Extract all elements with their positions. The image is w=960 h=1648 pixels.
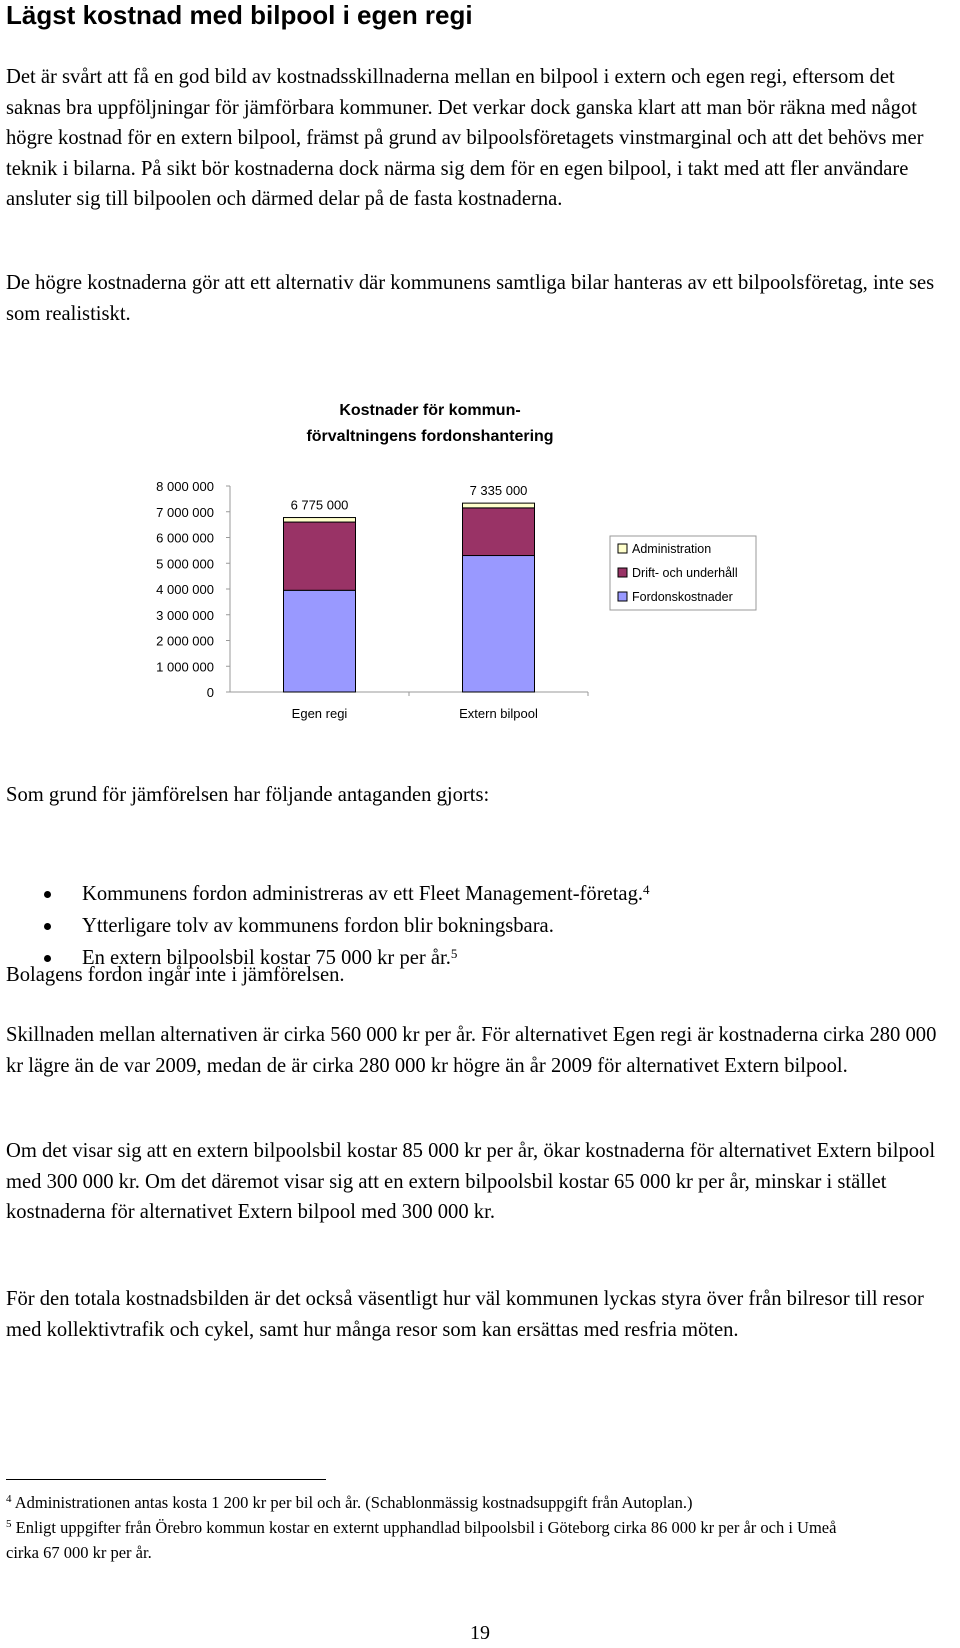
- y-tick-label: 7 000 000: [156, 504, 214, 520]
- y-tick-label: 5 000 000: [156, 556, 214, 572]
- legend-swatch: [618, 544, 627, 553]
- paragraph-total-picture: För den totala kostnadsbilden är det också väsentligt hur väl kommunen lyckas styra över från bilresor till resor med kollektivtrafik och cykel, samt hur många resor som kan ersättas med resfria möten.: [6, 1288, 924, 1341]
- paragraph-intro: Det är svårt att få en god bild av kostnadsskillnaderna mellan en bilpool i extern och egen regi, eftersom det saknas bra uppföljningar för jämförbara kommuner. Det verkar dock ganska klart att man bör räkna med något högre kostnad för en extern bilpool, främst på grund av bilpoolsföretagets vinstmarginal och att det behövs mer teknik i bilarna. På sikt bör kostnaderna dock närma sig dem för en egen bilpool, i takt med att fler användare ansluter sig till bilpoolen och därmed delar på de fasta kostnaderna.: [6, 66, 924, 210]
- paragraph-sensitivity: Om det visar sig att en extern bilpoolsbil kostar 85 000 kr per år, ökar kostnaderna för alternativet Extern bilpool med 300 000 kr. Om det däremot visar sig att en extern bilpoolsbil kostar 65 000 kr per år, minskar i stället kostnaderna för alternativet Extern bilpool med 300 000 kr.: [6, 1140, 936, 1223]
- bar-segment: [284, 522, 356, 590]
- legend-label: Fordonskostnader: [632, 590, 733, 604]
- footnote-5: [6, 1515, 846, 1565]
- paragraph-realism: De högre kostnaderna gör att ett alternativ där kommunens samtliga bilar hanteras av ett bilpoolsföretag, inte ses som realistiskt.: [6, 272, 935, 325]
- legend-swatch: [618, 568, 627, 577]
- page-heading: Lägst kostnad med bilpool i egen regi: [6, 0, 473, 30]
- list-item-text: En extern bilpoolsbil kostar 75 000 kr per år.: [82, 947, 451, 969]
- bar-segment: [284, 518, 356, 523]
- y-tick-label: 4 000 000: [156, 582, 214, 597]
- legend-label: Drift- och underhåll: [632, 566, 738, 580]
- y-tick-label: 0: [206, 685, 214, 700]
- y-tick-label: 6 000 000: [156, 530, 214, 546]
- footnote-divider: [6, 1479, 326, 1480]
- bullet-icon: [44, 891, 51, 898]
- chart-title-line-1: Kostnader för kommun-: [339, 402, 521, 419]
- y-tick-label: 3 000 000: [156, 607, 214, 623]
- cost-chart: [140, 470, 780, 730]
- paragraph-difference: Skillnaden mellan alternativen är cirka 560 000 kr per år. För alternativet Egen regi är kostnaderna cirka 280 000 kr lägre än de var 2009, medan de är cirka 280 000 kr högre än år 2009 för alternativet Extern bilpool.: [6, 1024, 937, 1077]
- page-number: 19: [470, 1622, 490, 1644]
- list-item: [0, 910, 650, 942]
- footnote-text: Enligt uppgifter från Örebro kommun kostar en externt upphandlad bilpoolsbil i Göteborg cirka 86 000 kr per år och i Umeå cirka 67 000 kr per år.: [6, 1518, 837, 1562]
- x-tick-label: Extern bilpool: [459, 706, 538, 721]
- footnote-4: [6, 1490, 954, 1515]
- footnote-number: 5: [6, 1518, 12, 1530]
- footnote-text: Administrationen antas kosta 1 200 kr per bil och år. (Schablonmässig kostnadsuppgift från Autoplan.): [14, 1493, 693, 1512]
- bar-segment: [284, 590, 356, 692]
- total-data-label: 7 335 000: [469, 483, 528, 499]
- total-data-label: 6 775 000: [290, 497, 349, 513]
- x-tick-label: Egen regi: [291, 706, 348, 721]
- y-tick-label: 1 000 000: [156, 659, 214, 675]
- list-item-text: Kommunens fordon administreras av ett Fleet Management-företag.: [82, 883, 644, 905]
- footnote-number: 4: [6, 1493, 12, 1505]
- bar-segment: [463, 503, 535, 508]
- chart-title: [200, 398, 660, 450]
- chart-title-line-2: förvaltningens fordonshantering: [306, 428, 554, 445]
- legend-swatch: [618, 592, 627, 601]
- bar-segment: [463, 508, 535, 556]
- list-item: [0, 878, 650, 910]
- paragraph-assumptions-intro: Som grund för jämförelsen har följande antaganden gjorts:: [6, 784, 490, 806]
- footnote-ref[interactable]: 4: [643, 882, 650, 897]
- list-item-text: Ytterligare tolv av kommunens fordon blir bokningsbara.: [82, 915, 554, 937]
- bullet-icon: [44, 923, 51, 930]
- bar-segment: [463, 556, 535, 692]
- y-tick-label: 2 000 000: [156, 633, 214, 649]
- y-tick-label: 8 000 000: [156, 479, 214, 494]
- legend-label: Administration: [632, 542, 712, 556]
- footnote-ref[interactable]: 5: [450, 946, 458, 961]
- paragraph-excluded: Bolagens fordon ingår inte i jämförelsen.: [6, 964, 345, 986]
